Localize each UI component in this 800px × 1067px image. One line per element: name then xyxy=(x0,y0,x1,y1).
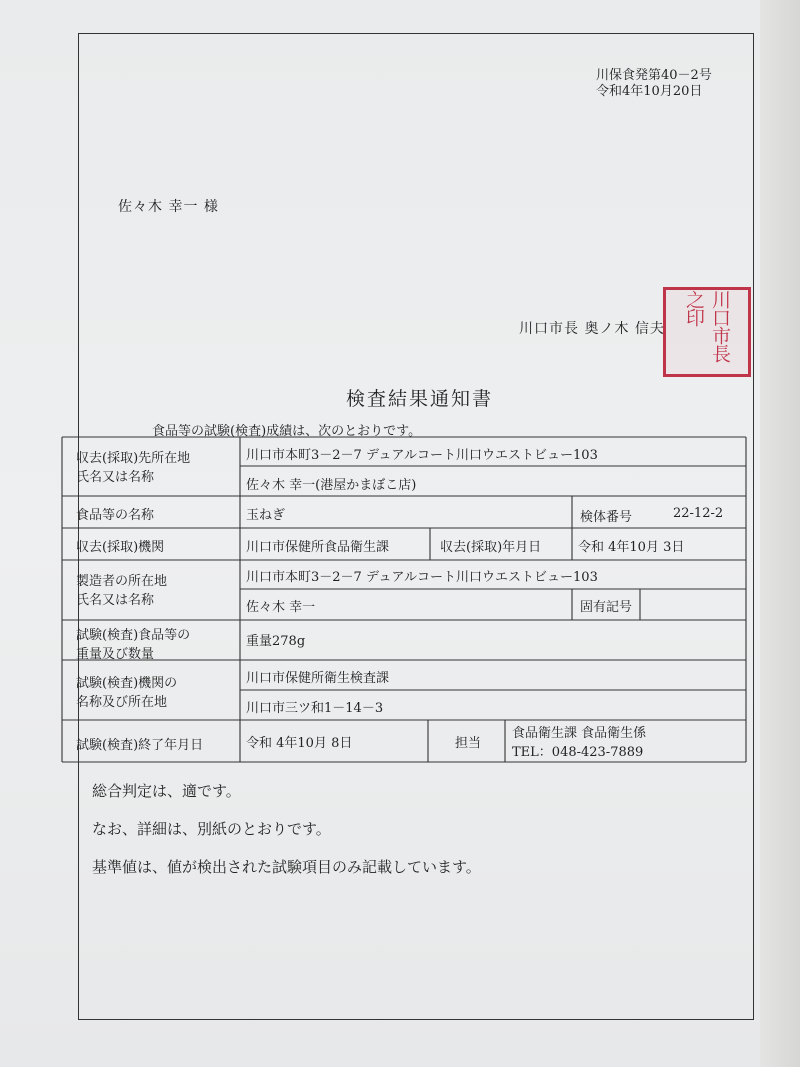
unique-code-label: 固有記号 xyxy=(580,600,633,615)
agency-label: 収去(採取)機関 xyxy=(76,540,165,555)
collector-address: 川口市本町3－2－7 デュアルコート川口ウエストビュー103 xyxy=(246,448,598,463)
collector-label-line1: 収去(採取)先所在地 xyxy=(76,451,191,466)
weight-label xyxy=(76,624,190,662)
person-tel: TEL：048-423-7889 xyxy=(512,745,644,760)
lab-label-line2: 名称及び所在地 xyxy=(76,695,168,710)
person-label: 担当 xyxy=(455,736,482,751)
weight-label-line1: 試験(検査)食品等の xyxy=(76,628,191,643)
collection-date: 令和 4年10月 3日 xyxy=(578,540,685,555)
food-name: 玉ねぎ xyxy=(246,508,286,523)
weight-label-line2: 重量及び数量 xyxy=(76,647,155,662)
issue-date: 令和4年10月20日 xyxy=(596,84,703,99)
maker-name: 佐々木 幸一 xyxy=(246,600,316,615)
collector-label xyxy=(76,447,190,485)
lab-name: 川口市保健所衛生検査課 xyxy=(246,671,390,686)
maker-label-line1: 製造者の所在地 xyxy=(76,574,168,589)
end-date: 令和 4年10月 8日 xyxy=(246,736,353,751)
end-date-label: 試験(検査)終了年月日 xyxy=(76,738,204,753)
lab-label-line1: 試験(検査)機関の xyxy=(76,676,178,691)
conclusion-line: 基準値は、値が検出された試験項目のみ記載しています。 xyxy=(92,858,481,876)
maker-label-line2: 氏名又は名称 xyxy=(76,593,155,608)
sample-number-label: 検体番号 xyxy=(580,510,633,525)
maker-label xyxy=(76,570,167,608)
lab-label xyxy=(76,672,177,710)
food-name-label: 食品等の名称 xyxy=(76,508,155,523)
document-number: 川保食発第40－2号 xyxy=(596,68,712,83)
conclusion-line: なお、詳細は、別紙のとおりです。 xyxy=(92,820,331,838)
conclusion-line: 総合判定は、適です。 xyxy=(92,782,241,800)
collector-name: 佐々木 幸一(港屋かまぼこ店) xyxy=(246,478,417,493)
lab-address: 川口市三ツ和1－14－3 xyxy=(246,701,384,716)
weight: 重量278g xyxy=(246,634,306,649)
addressee: 佐々木 幸一 様 xyxy=(118,199,219,215)
official-seal: 川口市長之印 xyxy=(663,287,751,377)
sample-number: 22-12-2 xyxy=(673,506,724,521)
intro-text: 食品等の試験(検査)成績は、次のとおりです。 xyxy=(152,424,422,439)
document-title: 検査結果通知書 xyxy=(346,388,494,410)
sender: 川口市長 奥ノ木 信夫 xyxy=(519,321,665,337)
collection-date-label: 収去(採取)年月日 xyxy=(440,540,542,555)
person-dept: 食品衛生課 食品衛生係 xyxy=(512,726,647,741)
collector-label-line2: 氏名又は名称 xyxy=(76,470,155,485)
maker-address: 川口市本町3－2－7 デュアルコート川口ウエストビュー103 xyxy=(246,570,598,585)
agency: 川口市保健所食品衛生課 xyxy=(246,540,390,555)
